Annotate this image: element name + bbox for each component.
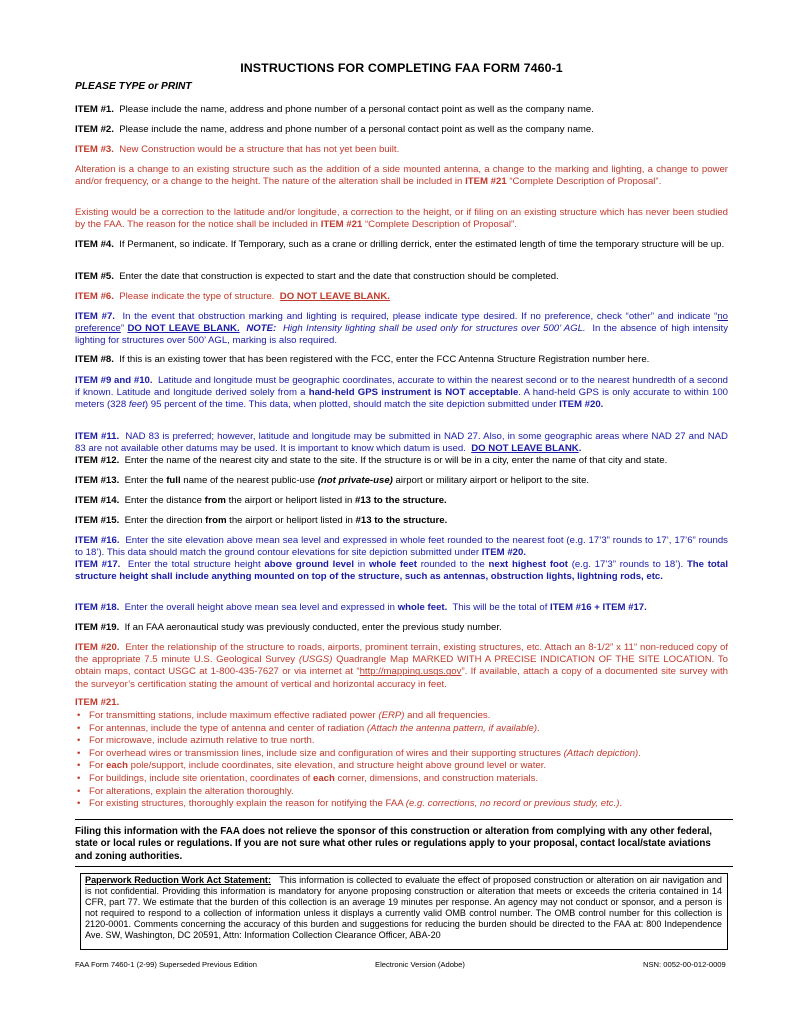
list-item: • For buildings, include site orientation, coordinates of each corner, dimensions, and construction materials. xyxy=(77,772,539,784)
item-6: ITEM #6. Please indicate the type of structure. DO NOT LEAVE BLANK. xyxy=(75,291,390,302)
footer-nsn: NSN: 0052-00-012-0009 xyxy=(643,960,726,969)
paperwork-reduction-text: Paperwork Reduction Work Act Statement: This information is collected to evaluate the effect of proposed construction or alteration on air navigation and is not confidential. Providing this information is mandatory for anyone proposing construction or alteration that meets or exceeds the criteria contained in 14 CFR, part 77. We estimate that the burden of this collection is an average 19 minutes per response. An agency may not conduct or sponsor, and a person is not required to respond to a collection of information unless it displays a currently valid OMB control number. The OMB control number for this collection is 2120-0001. Comments concerning the accuracy of this burden and suggestions for reducing the burden should be directed to the FAA at: 800 Independence Ave. SW, Washington, DC 20591, Attn: Information Collection Clearance Officer, ABA-20 xyxy=(85,875,722,941)
existing-paragraph: Existing would be a correction to the latitude and/or longitude, a correction to the height, or if filing on an existing structure which has never been studied by the FAA. The reason for the notice shall be included in ITEM #21 “Complete Description of Proposal”. xyxy=(75,207,728,231)
item-7: ITEM #7. In the event that obstruction marking and lighting is required, please indicate type desired. If no preference, check “other” and indicate “no preference” DO NOT LEAVE BLANK. NOTE: High Intensity lighting shall be used only for structures over 500’ AGL. In the absence of high intensity lighting for structures over 500’ AGL, marking is also required. xyxy=(75,311,729,347)
item-19: ITEM #19. If an FAA aeronautical study was previously conducted, enter the previous study number. xyxy=(75,622,502,633)
list-item: • For transmitting stations, include maximum effective radiated power (ERP) and all frequencies. xyxy=(77,710,491,721)
item-14: ITEM #14. Enter the distance from the airport or heliport listed in #13 to the structure. xyxy=(75,495,447,506)
list-item: • For each pole/support, include coordinates, site elevation, and structure height above ground level or water. xyxy=(77,760,547,772)
item-11: ITEM #11. NAD 83 is preferred; however, latitude and longitude may be submitted in NAD 27. Also, in some geographic areas where NAD 27 and NAD 83 are not available other datums may be used. It is important to know which datum is used. DO NOT LEAVE BLANK. xyxy=(75,431,728,455)
item-4: ITEM #4. If Permanent, so indicate. If Temporary, such as a crane or drilling derrick, enter the estimated length of time the temporary structure will be up. xyxy=(75,239,725,250)
alteration-paragraph: Alteration is a change to an existing structure such as the addition of a side mounted antenna, a change to the marking and lighting, a change to power and/or frequency, or a change to the height. The nature of the alteration shall be included in ITEM #21 “Complete Description of Proposal”. xyxy=(75,164,728,188)
usgs-link[interactable]: http://mapping.usgs.gov xyxy=(359,666,462,678)
item-1: ITEM #1. Please include the name, address and phone number of a personal contact point as well as the company name. xyxy=(75,104,594,115)
page-title: INSTRUCTIONS FOR COMPLETING FAA FORM 7460-1 xyxy=(240,61,563,75)
item-12: ITEM #12. Enter the name of the nearest city and state to the site. If the structure is or will be in a city, enter the name of that city and state. xyxy=(75,455,668,466)
item-21: ITEM #21. xyxy=(75,697,120,708)
footer-version: Electronic Version (Adobe) xyxy=(375,960,465,969)
paperwork-reduction-box xyxy=(80,873,728,950)
page-subtitle: PLEASE TYPE or PRINT xyxy=(75,81,192,92)
item-8: ITEM #8. If this is an existing tower that has been registered with the FCC, enter the FCC Antenna Structure Registration number here. xyxy=(75,354,650,365)
list-item: • For existing structures, thoroughly explain the reason for notifying the FAA (e.g. corrections, no record or previous study, etc.). xyxy=(77,798,623,810)
item-17: ITEM #17. Enter the total structure height above ground level in whole feet rounded to the next highest foot (e.g. 17’3” rounds to 18’). The total structure height shall include anything mounted on top of the structure, such as antennas, obstruction lights, lightning rods, etc. xyxy=(75,559,728,583)
list-item: • For antennas, include the type of antenna and center of radiation (Attach the antenna pattern, if available). xyxy=(77,722,540,734)
item-3: ITEM #3. New Construction would be a structure that has not yet been built. xyxy=(75,144,400,155)
footer-form-number: FAA Form 7460-1 (2-99) Superseded Previous Edition xyxy=(75,960,257,969)
divider xyxy=(75,866,733,867)
item-15: ITEM #15. Enter the direction from the airport or heliport listed in #13 to the structure. xyxy=(75,515,448,526)
item-20: ITEM #20. Enter the relationship of the structure to roads, airports, prominent terrain, existing structures, etc. Attach an 8-1/2” x 11” non-reduced copy of the appropriate 7.5 minute U.S. Geological Survey (USGS) Quadrangle Map MARKED WITH A PRECISE INDICATION OF THE SITE LOCATION. To obtain maps, contact USGC at 1-800-435-7627 or via internet at “http://mapping.usgs.gov”. If available, attach a copy of a documented site survey with the surveyor’s certification stating the amount of vertical and horizontal accuracy in feet. xyxy=(75,642,729,690)
list-item: • For alterations, explain the alteration thoroughly. xyxy=(77,785,294,797)
list-item: • For microwave, include azimuth relative to true north. xyxy=(77,735,315,747)
item-9-10: ITEM #9 and #10. Latitude and longitude must be geographic coordinates, accurate to within the nearest second or to the nearest hundredth of a second if known. Latitude and longitude derived solely from a hand-held GPS instrument is NOT acceptable. A hand-held GPS is only accurate to within 100 meters (328 feet) 95 percent of the time. This data, when plotted, should match the site depiction submitted under ITEM #20. xyxy=(75,375,729,411)
item-21-bullets xyxy=(75,710,728,811)
item-18: ITEM #18. Enter the overall height above mean sea level and expressed in whole feet. This will be the total of ITEM #16 + ITEM #17. xyxy=(75,602,647,613)
item-5: ITEM #5. Enter the date that construction is expected to start and the date that construction should be completed. xyxy=(75,271,559,282)
item-16: ITEM #16. Enter the site elevation above mean sea level and expressed in whole feet rounded to the nearest foot (e.g. 17’3” rounds to 17’, 17’6” rounds to 18’). This data should match the ground contour elevations for site depiction submitted under ITEM #20. xyxy=(75,535,728,559)
list-item: • For overhead wires or transmission lines, include size and configuration of wires and their supporting structures (Attach depiction). xyxy=(77,747,641,759)
filing-notice: Filing this information with the FAA does not relieve the sponsor of this construction or alteration from complying with any other federal, state or local rules or regulations. If you are not sure what other rules or regulations apply to your proposal, contact local/state aviations and zoning authorities. xyxy=(75,826,713,862)
item-2: ITEM #2. Please include the name, address and phone number of a personal contact point as well as the company name. xyxy=(75,124,594,135)
item-13: ITEM #13. Enter the full name of the nearest public-use (not private-use) airport or military airport or heliport to the site. xyxy=(75,475,590,486)
divider xyxy=(75,819,733,820)
